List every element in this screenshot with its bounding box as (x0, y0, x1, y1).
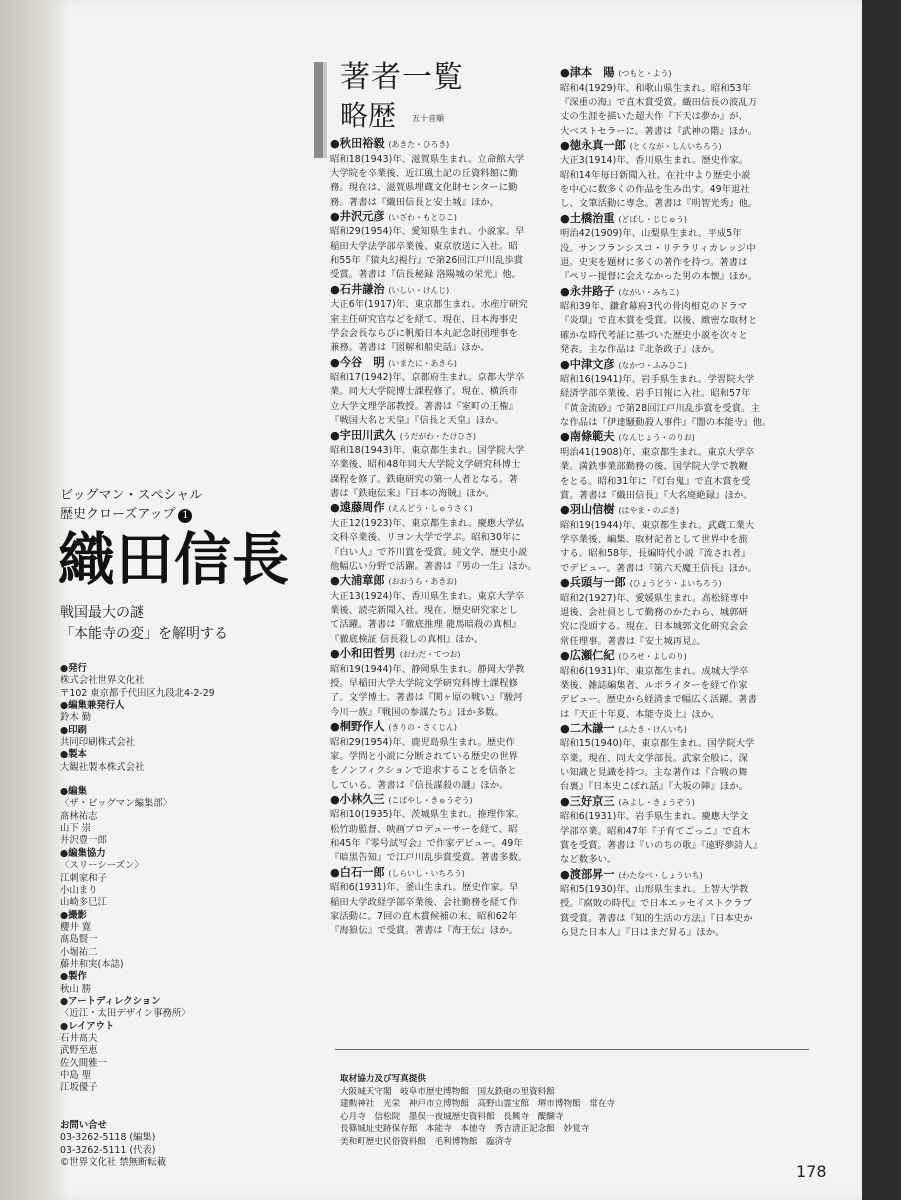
credit-heading: ●編集兼発行人 (60, 700, 125, 712)
author-name: ●南條範夫 (560, 430, 615, 444)
author-name: ●津本 陽 (560, 66, 615, 79)
author-bio-line: 退。史実を題材に多くの著作を持つ。著書は (560, 256, 748, 268)
credit-line: 櫻井 寛 (60, 921, 92, 933)
author-bio-line: 大ベストセラーに。著書は『武神の階』ほか。 (560, 125, 758, 137)
author-bio-line: 没。サンフランシスコ・リテラリィカレッジ中 (560, 242, 756, 254)
author-bio-line: 家。学問と小説に分断されている歴史の世界 (330, 750, 518, 762)
credit-heading: ●印刷 (60, 724, 87, 736)
author-entry (330, 647, 548, 720)
author-name-reading: (みよし・きょうぞう) (618, 797, 695, 807)
inquiry-phone-main: 03-3262-5111 (代表) (60, 1144, 156, 1156)
author-name-reading: (なんじょう・のりお) (618, 433, 695, 443)
credit-line: 江刺家和子 (60, 872, 107, 884)
author-column-1 (330, 137, 548, 939)
author-bio-line: 業。満鉄事業部勤務の後、国学院大学で教鞭 (560, 461, 748, 473)
credit-line: 髙島賢一 (60, 934, 98, 946)
materials-heading: 取材協力及び写真提供 (340, 1074, 426, 1084)
author-bio-line: 他幅広い分野で活躍。著書は『男の一生』ほか。 (330, 560, 537, 572)
author-bio-line: 稲田大学政経学部卒業後、会社勤務を経て作 (330, 896, 518, 908)
author-name: ●広瀬仁紀 (560, 649, 615, 662)
author-name-row (330, 429, 548, 445)
credit-line: 髙林祐志 (60, 810, 98, 822)
inquiry-block (60, 1120, 290, 1169)
author-bio-line: 昭和39年、鎌倉幕府3代の骨肉相克のドラマ (560, 301, 748, 313)
author-bio-line: 明治42(1909)年、山梨県生まれ。平成5年 (560, 228, 742, 240)
author-bio-line: 業。同大大学院博士課程修了。現在、横浜市 (330, 386, 518, 398)
author-bio-line: 賞受賞。著書は『知的生活の方法』『日本史か (560, 912, 753, 924)
author-bio-line: 退後、会社員として勤務のかたわら、城郭研 (560, 606, 748, 618)
author-name-reading: (えんどう・しゅうさく) (388, 504, 473, 514)
author-bio-line: 常任理事。著書は『安土城再見』。 (560, 635, 706, 647)
author-bio-line: をノンフィクションで追求することを信条と (330, 765, 517, 777)
author-name: ●中津文彦 (560, 357, 615, 371)
credit-line: 小山まり (60, 884, 98, 896)
author-name-row (560, 795, 798, 811)
author-bio-line: 今川一族』『戦国の参謀たち』ほか多数。 (330, 706, 504, 718)
author-bio-line: 昭和29(1954)年、鹿児島県生まれ。歴史作 (330, 736, 516, 748)
author-name: ●石井謙治 (330, 282, 385, 296)
author-name: ●遠藤周作 (330, 501, 385, 515)
author-name-row (330, 210, 548, 226)
author-bio-line: 和45年『零号試写会』で作家デビュー。49年 (330, 838, 523, 850)
author-bio-line: でデビュー。著書は『第六天魔王信長』ほか。 (560, 562, 757, 574)
author-name-reading: (ふたき・けんいち) (618, 724, 687, 734)
author-name-reading: (いまたに・あきら) (388, 358, 457, 368)
sort-order-note: 五十音順 (412, 114, 444, 123)
author-name: ●井沢元彦 (330, 209, 385, 223)
author-name-row (330, 283, 548, 299)
author-bio-line: 経済学部卒業後、岩手日報に入社。昭和57年 (560, 388, 751, 400)
author-bio-line: 究に没頭する。現在、日本城郭文化研究会会 (560, 621, 748, 633)
credit-line: 山崎多巳江 (60, 897, 107, 909)
author-bio-line: 大学院を卒業後、近江風土記の丘資料館に勤 (330, 167, 518, 179)
author-bio-line: 昭和2(1927)年、愛媛県生まれ。高松経専中 (560, 592, 749, 604)
author-bio-line: 書は『鉄砲伝来』『日本の海賊』ほか。 (330, 488, 495, 500)
series-title (60, 486, 202, 524)
author-bio-line: 大正13(1924)年、香川県生まれ。東京大学卒 (330, 590, 525, 602)
credit-heading: ●アートディレクション (60, 995, 161, 1007)
author-name-row (560, 868, 798, 884)
author-bio-line: 『徹底検証 信長殺しの真相』ほか。 (330, 633, 484, 645)
author-name: ●兵頭与一郎 (560, 576, 626, 590)
author-name: ●永井路子 (560, 284, 615, 298)
author-name-reading: (はやま・のぶき) (618, 506, 680, 516)
author-name: ●秋田裕毅 (330, 137, 385, 150)
author-name: ●桐野作人 (330, 720, 385, 733)
author-entry (330, 210, 548, 283)
author-bio-line: 昭和17(1942)年、京都府生まれ。京都大学卒 (330, 372, 525, 384)
author-bio-line: 務。著書は『織田信長と安土城』ほか。 (330, 196, 500, 208)
book-title: 織田信長 (58, 527, 290, 593)
author-bio-line: 発表。主な作品は『北条政子』ほか。 (560, 344, 720, 356)
author-bio-line: 昭和19(1944)年、東京都生まれ。武蔵工業大 (560, 519, 755, 531)
credit-heading: ●製本 (60, 749, 87, 761)
credit-line: 小堀祐二 (60, 946, 98, 958)
author-list-title: 著者一覧 (340, 60, 464, 95)
author-bio-line: 了。文学博士。著書は『関ヶ原の戦い』『駿河 (330, 692, 523, 704)
author-name-row (560, 722, 798, 738)
credit-heading: ●編集協力 (60, 847, 106, 859)
author-bio-line: 稲田大学法学部卒業後、東京放送に入社。昭 (330, 240, 518, 252)
author-bio-line: 課程を修了。鉄砲研究の第一人者となる。著 (330, 473, 518, 485)
author-entry (560, 649, 798, 722)
materials-line: 建勲神社 光栄 神戸市立博物館 高野山霊宝館 堺市博物館 常在寺 (340, 1099, 616, 1110)
series-number-badge: 1 (178, 509, 192, 523)
author-name-reading: (おわだ・てつお) (399, 650, 461, 660)
author-bio-line: 昭和10(1935)年、茨城県生まれ。推理作家。 (330, 809, 525, 821)
author-bio-line: し、文筆活動に専念。著書は『明智光秀』他。 (560, 198, 758, 210)
author-name-reading: (とくなが・しんいちろう) (629, 141, 722, 151)
section-divider (335, 1049, 809, 1050)
author-bio-line: 昭和4(1929)年、和歌山県生まれ。昭和53年 (560, 82, 752, 94)
author-name-reading: (どばし・じじゅう) (618, 214, 687, 224)
author-entry (560, 795, 798, 868)
author-name: ●小和田哲男 (330, 647, 396, 661)
background-left-edge (0, 0, 60, 1200)
credit-line: 中島 聖 (60, 1070, 92, 1081)
author-entry (330, 501, 548, 574)
author-bio-line: 昭和6(1931)年、釜山生まれ。歴史作家。早 (330, 882, 519, 894)
author-bio-line: 大正6年(1917)年、東京都生まれ。水産庁研究 (330, 299, 528, 311)
author-name: ●大浦章郎 (330, 574, 385, 588)
author-entry (560, 868, 798, 941)
credit-spacer (60, 774, 290, 786)
author-bio-line: 昭和14年毎日新聞入社。在社中より歴史小説 (560, 169, 751, 181)
author-bio-line: 卒業。現在、同大文学部長。武家全般に、深 (560, 752, 748, 764)
author-name-reading: (きりの・さくじん) (388, 723, 457, 732)
author-entry (330, 137, 548, 210)
author-bio-line: 家活動に。7回の直木賞候補の末、昭和62年 (330, 910, 518, 922)
author-entry (560, 503, 798, 576)
author-bio-line: 昭和15(1940)年、東京都生まれ。国学院大学 (560, 738, 755, 750)
author-bio-line: な作品は『伊達騒動殺人事件』『闇の本能寺』他。 (560, 417, 772, 429)
author-entry (560, 430, 798, 503)
author-bio-line: をとる。昭和31年に『灯台鬼』で直木賞を受 (560, 475, 751, 487)
author-name-row (560, 285, 798, 301)
author-column-2 (560, 66, 798, 941)
author-entry (330, 429, 548, 502)
credit-heading: ●発行 (60, 663, 87, 674)
author-bio-line: 受賞。著書は『信長秘録 洛陽城の栄光』他。 (330, 269, 521, 281)
materials-line: 大阪城天守閣 岐阜市歴史博物館 国友鉄砲の里資料館 (340, 1086, 555, 1097)
credit-line: 大観社製本株式会社 (60, 761, 145, 773)
credit-line: 〈近江・太田デザイン事務所〉 (60, 1008, 191, 1020)
author-bio-line: 文科卒業後、リヨン大学で学ぶ。昭和30年に (330, 532, 521, 544)
author-name-reading: (いしい・けんじ) (388, 285, 450, 295)
credit-line: 〈ザ・ビッグマン編集部〉 (60, 798, 173, 810)
header-accent-bar (314, 62, 323, 158)
author-entry (330, 356, 548, 429)
author-name: ●渡部昇一 (560, 867, 615, 881)
author-name-row (330, 501, 548, 517)
author-list-subtitle: 略歴 (340, 99, 397, 132)
copyright-notice: ©世界文化社 禁無断転載 (60, 1156, 167, 1168)
author-bio-line: 明治41(1908)年、東京都生まれ。東京大学卒 (560, 446, 755, 458)
credit-heading: ●製作 (60, 971, 87, 983)
author-entry (560, 212, 798, 285)
colophon-credits (60, 663, 290, 1095)
materials-line: 心月寺 信松院 墨俣一夜城歴史資料館 長興寺 醍醐寺 (340, 1111, 564, 1122)
credit-line: 秋山 勝 (60, 983, 92, 995)
author-name-reading: (なかつ・ふみひこ) (618, 360, 687, 370)
author-bio-line: 確かな時代考証に基づいた歴史小説を次々と (560, 329, 748, 341)
author-bio-line: 『海狼伝』で受賞。著書は『海王伝』ほか。 (330, 925, 518, 937)
author-bio-line: 『深重の海』で直木賞受賞。織田信長の波乱万 (560, 96, 758, 108)
author-entry (330, 866, 548, 939)
page-number: 178 (796, 1162, 827, 1181)
credit-heading: ●レイアウト (60, 1020, 115, 1032)
author-bio-line: ら見た日本人』『日はまだ昇る』ほか。 (560, 927, 725, 939)
series-line-1: ビッグマン・スペシャル (60, 488, 203, 503)
inquiry-phone-editorial: 03-3262-5118 (編集) (60, 1132, 156, 1144)
author-name: ●二木謙一 (560, 721, 615, 735)
author-entry (560, 722, 798, 795)
author-bio-line: 昭和6(1931)年、岩手県生まれ。慶應大学文 (560, 811, 749, 823)
author-entry (330, 793, 548, 866)
author-bio-line: 昭和18(1943)年、東京都生まれ。国学院大学 (330, 445, 525, 456)
author-name-row (560, 576, 798, 592)
credit-line: 佐久間雅一 (60, 1057, 107, 1069)
author-name: ●三好京三 (560, 794, 615, 808)
series-line-2 (60, 505, 202, 524)
credit-line: 石井髙夫 (60, 1032, 98, 1044)
credit-heading: ●編集 (60, 786, 87, 798)
credit-line: 鈴木 勤 (60, 712, 92, 724)
author-name-row (560, 430, 798, 446)
author-bio-line: 務。現在は、滋賀県埋蔵文化財センターに勤 (330, 182, 518, 194)
author-name: ●徳永真一郎 (560, 138, 626, 152)
author-entry (560, 66, 798, 139)
materials-credits (340, 1073, 800, 1149)
credit-line: 共同印刷株式会社 (60, 737, 136, 749)
author-name-row (330, 647, 548, 663)
book-subtitle (60, 603, 228, 645)
author-bio-line: 昭和29(1954)年、愛知県生まれ。小説家。早 (330, 226, 525, 238)
author-bio-line: 兼務。著書は『図解和船史話』ほか。 (330, 342, 490, 354)
author-bio-line: する。昭和58年、長編時代小説『流され者』 (560, 548, 751, 560)
author-bio-line: 昭和6(1931)年、東京都生まれ。成城大学卒 (560, 665, 749, 677)
credit-line: 井沢豊一郎 (60, 835, 107, 847)
author-bio-line: 授。早稲田大学大学院文学研究科博士課程修 (330, 677, 518, 689)
author-name-row (560, 358, 798, 374)
author-name: ●土橋治重 (560, 211, 615, 225)
author-bio-line: 賞を受賞。著書は『いのちの歌』『遠野夢詩人』 (560, 839, 763, 851)
author-bio-line: 学卒業後、編集、取材記者として世界中を旅 (560, 534, 748, 546)
author-bio-line: 『ペリー提督に会えなかった男の本懐』ほか。 (560, 271, 758, 283)
author-name-reading: (おおうら・あきお) (388, 577, 457, 587)
author-name-row (330, 574, 548, 590)
credit-line: 藤井和実(本誌) (60, 958, 124, 970)
author-name: ●今谷 明 (330, 355, 385, 369)
author-entry (330, 283, 548, 356)
author-name-reading: (つもと・よう) (618, 69, 672, 78)
author-name-row (330, 793, 548, 809)
materials-line: 長篠城址史跡保存館 本能寺 本徳寺 秀吉清正記念館 妙覚寺 (340, 1124, 590, 1135)
author-name-reading: (うだがわ・たけひさ) (399, 431, 476, 441)
author-entry (560, 358, 798, 431)
author-bio-line: 『炎環』で直木賞を受賞。以後、緻密な取材と (560, 315, 758, 327)
author-name-reading: (ながい・みちこ) (618, 287, 680, 297)
author-bio-line: 丈の生涯を描いた超大作『下天は夢か』が、 (560, 111, 748, 123)
author-name-row (560, 649, 798, 665)
author-name-reading: (わたなべ・しょういち) (618, 870, 703, 880)
inquiry-heading: お問い合せ (60, 1120, 107, 1131)
credit-line: 〈スリーシーズン〉 (60, 860, 144, 872)
credit-line: 株式会社世界文化社 (60, 675, 145, 687)
author-entry (330, 720, 548, 793)
author-bio-line: 学会会長ならびに帆船日本丸記念財団理事を (330, 327, 518, 339)
author-entry (560, 285, 798, 358)
credit-line: 山下 崇 (60, 823, 92, 835)
author-bio-line: 昭和19(1944)年、静岡県生まれ。静岡大学教 (330, 663, 525, 675)
author-bio-line: 『白い人』で芥川賞を受賞。純文学、歴史小説 (330, 546, 528, 558)
subtitle-line-2: 「本能寺の変」を解明する (60, 626, 228, 642)
author-bio-line: 昭和16(1941)年、岩手県生まれ。学習院大学 (560, 374, 755, 385)
author-bio-line: している。著書は『信長謀殺の謎』ほか。 (330, 779, 509, 791)
author-name: ●羽山信樹 (560, 503, 615, 517)
author-bio-line: 業後、読売新聞入社。現在、歴史研究家とし (330, 605, 518, 617)
author-name-row (330, 356, 548, 372)
author-bio-line: 昭和18(1943)年、滋賀県生まれ。立命館大学 (330, 153, 525, 165)
author-bio-line: い知識と見識を持つ。主な著作は『合戦の舞 (560, 767, 748, 779)
author-name-reading: (ひろせ・よしのり) (618, 652, 687, 661)
author-name-row (330, 866, 548, 882)
header-accent-bar-light (323, 62, 327, 158)
author-name: ●宇田川武久 (330, 428, 396, 442)
author-entry (560, 139, 798, 212)
credit-line: 〒102 東京都千代田区九段北4-2-29 (60, 687, 215, 699)
author-bio-line: 『暗黒告知』で江戸川乱歩賞受賞。著書多数。 (330, 852, 528, 864)
author-bio-line: て活躍。著書は『徹底推理 龍馬暗殺の真相』 (330, 619, 521, 631)
credit-heading: ●撮影 (60, 909, 87, 921)
author-bio-line: 台裏』『日本史こぼれ話』『大坂の陣』ほか。 (560, 781, 749, 793)
background-right-edge (862, 0, 901, 1200)
author-name-row (560, 503, 798, 519)
author-name-row (330, 137, 548, 153)
author-bio-line: 大正3(1914)年、香川県生まれ。歴史作家。 (560, 155, 749, 167)
author-bio-line: は『天正十年夏、本能寺炎上』ほか。 (560, 708, 720, 720)
author-entry (560, 576, 798, 649)
author-bio-line: 和55年『猿丸幻視行』で第26回江戸川乱歩賞 (330, 255, 524, 267)
author-name-reading: (ひょうどう・よいちろう) (629, 579, 722, 589)
materials-line: 美和町歴史民俗資料館 毛利博物館 臨済寺 (340, 1136, 512, 1147)
author-bio-line: デビュー。歴史から経済まで幅広く活躍。著書 (560, 694, 757, 706)
author-name-row (330, 720, 548, 736)
author-bio-line: など数多い。 (560, 854, 617, 866)
author-name: ●白石一郎 (330, 865, 385, 879)
credit-line: 武野至恵 (60, 1045, 98, 1057)
author-name-row (560, 139, 798, 155)
author-bio-line: 室主任研究官などを経て、現在、日本海事史 (330, 313, 518, 325)
credit-line: 江坂優子 (60, 1082, 98, 1094)
author-name-row (560, 66, 798, 82)
author-name-reading: (こばやし・きゅうぞう) (388, 795, 473, 805)
author-name-row (560, 212, 798, 228)
author-bio-line: 賞。著書は『織田信長』『大名廃絶録』ほか。 (560, 489, 753, 501)
materials-list (340, 1086, 800, 1149)
author-bio-line: 業後、雑誌編集者、ルポライターを経て作家 (560, 679, 748, 691)
author-bio-line: 『黄金流砂』で第28回江戸川乱歩賞を受賞。主 (560, 402, 760, 414)
author-name-reading: (しらいし・いちろう) (388, 868, 465, 878)
author-bio-line: 授。『腐敗の時代』で日本エッセイストクラブ (560, 898, 752, 910)
author-bio-line: 昭和5(1930)年、山形県生まれ。上智大学教 (560, 884, 749, 896)
author-name-reading: (いざわ・もとひこ) (388, 212, 457, 222)
author-name-reading: (あきた・ひろき) (388, 140, 450, 149)
author-bio-line: 卒業後、昭和48年同大大学院文学研究科博士 (330, 459, 521, 471)
author-entry (330, 574, 548, 647)
author-bio-line: 立大学文理学部教授。著書は『室町の王権』 (330, 400, 518, 412)
author-name: ●小林久三 (330, 792, 385, 806)
author-bio-line: 松竹助監督、映画プロデューサーを経て、昭 (330, 823, 518, 835)
subtitle-line-1: 戦国最大の謎 (60, 605, 144, 621)
series-line-2-text: 歴史クローズアップ (60, 507, 176, 522)
author-bio-line: 学部卒業。昭和47年『子育てごっこ』で直木 (560, 825, 751, 837)
author-bio-line: を中心に数多くの作品を生み出す。49年退社 (560, 184, 750, 196)
author-bio-line: 大正12(1923)年、東京都生まれ。慶應大学仏 (330, 517, 525, 529)
author-bio-line: 『戦国大名と天皇』『信長と天皇』ほか。 (330, 415, 504, 427)
